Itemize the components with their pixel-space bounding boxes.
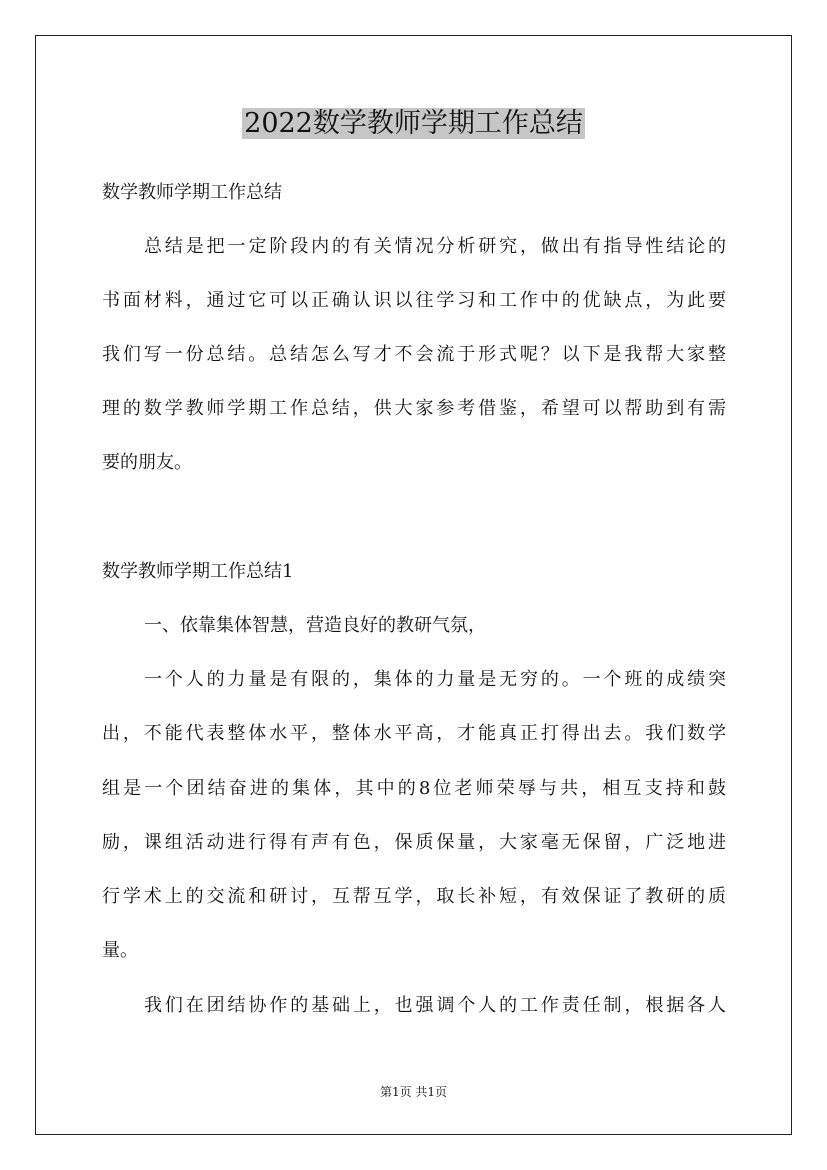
paragraph-line: 总结是把一定阶段内的有关情况分析研究，做出有指导性结论的: [144, 236, 726, 257]
paragraph-line: 行学术上的交流和研讨，互帮互学，取长补短，有效保证了教研的质: [102, 886, 726, 907]
section-heading: 数学教师学期工作总结1: [102, 561, 294, 582]
document-title: 2022数学教师学期工作总结: [244, 108, 583, 139]
paragraph-line: 要的朋友。: [102, 452, 192, 473]
paragraph-line: 一个人的力量是有限的，集体的力量是无穷的。一个班的成绩突: [144, 669, 726, 690]
paragraph-line: 书面材料，通过它可以正确认识以往学习和工作中的优缺点，为此要: [102, 290, 726, 311]
paragraph-line: 出，不能代表整体水平，整体水平高，才能真正打得出去。我们数学: [102, 723, 726, 744]
paragraph-line: 量。: [102, 940, 138, 961]
paragraph-line: 组是一个团结奋进的集体，其中的8位老师荣辱与共，相互支持和鼓: [102, 778, 726, 799]
page-footer: 第1页 共1页: [379, 1085, 448, 1099]
section-heading: 数学教师学期工作总结: [102, 182, 282, 203]
paragraph-line: 励，课组活动进行得有声有色，保质保量，大家毫无保留，广泛地进: [102, 832, 726, 853]
subheading: 一、依靠集体智慧，营造良好的教研气氛，: [144, 615, 486, 636]
paragraph-line: 我们在团结协作的基础上，也强调个人的工作责任制，根据各人: [144, 995, 726, 1016]
paragraph-line: 我们写一份总结。总结怎么写才不会流于形式呢？以下是我帮大家整: [102, 344, 726, 365]
paragraph-line: 理的数学教师学期工作总结，供大家参考借鉴，希望可以帮助到有需: [102, 398, 726, 419]
